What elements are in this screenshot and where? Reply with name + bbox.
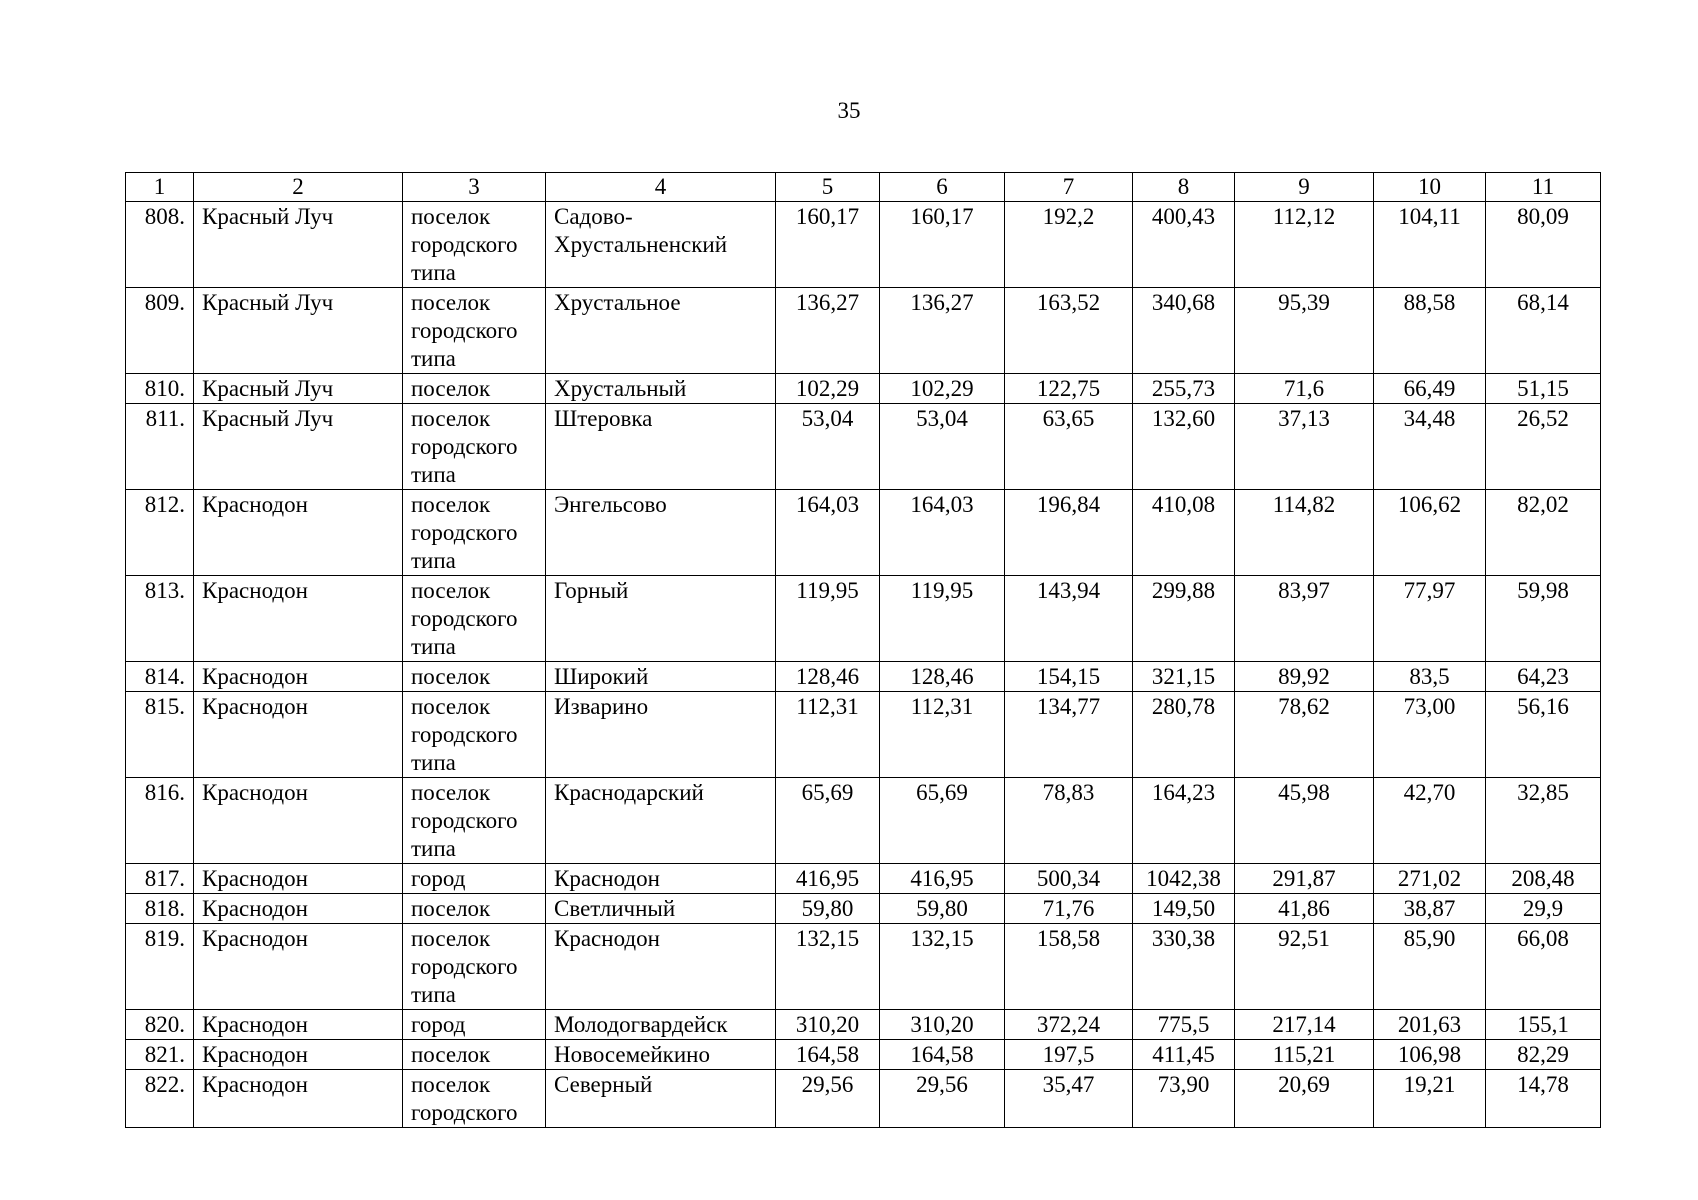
value-col-5-cell: 112,31 (776, 692, 880, 778)
row-number-cell: 820. (126, 1010, 194, 1040)
value-col-9-cell: 45,98 (1235, 778, 1374, 864)
district-cell: Красный Луч (194, 404, 403, 490)
locality-cell: Садово- Хрустальненский (546, 202, 776, 288)
value-col-7-cell: 158,58 (1005, 924, 1133, 1010)
value-col-7-cell: 192,2 (1005, 202, 1133, 288)
settlement-type-cell: поселок городского типа (403, 924, 546, 1010)
value-col-8-cell: 149,50 (1133, 894, 1235, 924)
table-row (126, 894, 1601, 924)
value-col-10-cell: 38,87 (1374, 894, 1486, 924)
table-row (126, 288, 1601, 374)
value-col-11-cell: 56,16 (1486, 692, 1601, 778)
row-number-cell: 810. (126, 374, 194, 404)
value-col-7-cell: 63,65 (1005, 404, 1133, 490)
value-col-6-cell: 102,29 (880, 374, 1005, 404)
locality-cell: Светличный (546, 894, 776, 924)
row-number-cell: 808. (126, 202, 194, 288)
locality-cell: Новосемейкино (546, 1040, 776, 1070)
value-col-8-cell: 1042,38 (1133, 864, 1235, 894)
settlement-type-cell: поселок (403, 1040, 546, 1070)
table-row (126, 1010, 1601, 1040)
value-col-11-cell: 82,02 (1486, 490, 1601, 576)
value-col-5-cell: 416,95 (776, 864, 880, 894)
value-col-11-cell: 14,78 (1486, 1070, 1601, 1128)
locality-cell: Краснодон (546, 924, 776, 1010)
value-col-6-cell: 53,04 (880, 404, 1005, 490)
value-col-9-cell: 83,97 (1235, 576, 1374, 662)
value-col-7-cell: 71,76 (1005, 894, 1133, 924)
value-col-8-cell: 411,45 (1133, 1040, 1235, 1070)
value-col-8-cell: 775,5 (1133, 1010, 1235, 1040)
value-col-9-cell: 112,12 (1235, 202, 1374, 288)
value-col-9-cell: 114,82 (1235, 490, 1374, 576)
settlement-type-cell: поселок городского типа (403, 404, 546, 490)
locality-cell: Изварино (546, 692, 776, 778)
column-header: 8 (1133, 173, 1235, 202)
row-number-cell: 813. (126, 576, 194, 662)
column-header: 10 (1374, 173, 1486, 202)
value-col-6-cell: 416,95 (880, 864, 1005, 894)
value-col-10-cell: 42,70 (1374, 778, 1486, 864)
value-col-11-cell: 155,1 (1486, 1010, 1601, 1040)
value-col-6-cell: 136,27 (880, 288, 1005, 374)
value-col-6-cell: 119,95 (880, 576, 1005, 662)
district-cell: Красный Луч (194, 202, 403, 288)
column-header: 9 (1235, 173, 1374, 202)
value-col-11-cell: 32,85 (1486, 778, 1601, 864)
district-cell: Краснодон (194, 576, 403, 662)
settlement-type-cell: город (403, 864, 546, 894)
value-col-9-cell: 217,14 (1235, 1010, 1374, 1040)
value-col-6-cell: 164,03 (880, 490, 1005, 576)
value-col-5-cell: 164,03 (776, 490, 880, 576)
value-col-9-cell: 115,21 (1235, 1040, 1374, 1070)
value-col-10-cell: 85,90 (1374, 924, 1486, 1010)
district-cell: Красный Луч (194, 288, 403, 374)
value-col-7-cell: 35,47 (1005, 1070, 1133, 1128)
row-number-cell: 818. (126, 894, 194, 924)
value-col-11-cell: 82,29 (1486, 1040, 1601, 1070)
table-row (126, 404, 1601, 490)
value-col-11-cell: 80,09 (1486, 202, 1601, 288)
value-col-9-cell: 78,62 (1235, 692, 1374, 778)
row-number-cell: 819. (126, 924, 194, 1010)
column-header: 2 (194, 173, 403, 202)
value-col-6-cell: 65,69 (880, 778, 1005, 864)
value-col-6-cell: 132,15 (880, 924, 1005, 1010)
locality-cell: Энгельсово (546, 490, 776, 576)
locality-cell: Хрустальный (546, 374, 776, 404)
value-col-8-cell: 299,88 (1133, 576, 1235, 662)
value-col-11-cell: 64,23 (1486, 662, 1601, 692)
settlement-type-cell: поселок городского типа (403, 490, 546, 576)
value-col-10-cell: 88,58 (1374, 288, 1486, 374)
settlement-type-cell: поселок городского типа (403, 692, 546, 778)
column-header: 7 (1005, 173, 1133, 202)
value-col-9-cell: 92,51 (1235, 924, 1374, 1010)
value-col-11-cell: 51,15 (1486, 374, 1601, 404)
row-number-cell: 815. (126, 692, 194, 778)
value-col-7-cell: 154,15 (1005, 662, 1133, 692)
value-col-10-cell: 34,48 (1374, 404, 1486, 490)
value-col-10-cell: 77,97 (1374, 576, 1486, 662)
table-row (126, 864, 1601, 894)
value-col-9-cell: 41,86 (1235, 894, 1374, 924)
value-col-11-cell: 66,08 (1486, 924, 1601, 1010)
value-col-8-cell: 321,15 (1133, 662, 1235, 692)
page-number: 35 (837, 98, 861, 123)
row-number-cell: 814. (126, 662, 194, 692)
value-col-8-cell: 340,68 (1133, 288, 1235, 374)
district-cell: Красный Луч (194, 374, 403, 404)
value-col-5-cell: 53,04 (776, 404, 880, 490)
column-header: 3 (403, 173, 546, 202)
value-col-7-cell: 500,34 (1005, 864, 1133, 894)
value-col-10-cell: 106,62 (1374, 490, 1486, 576)
value-col-6-cell: 112,31 (880, 692, 1005, 778)
value-col-10-cell: 66,49 (1374, 374, 1486, 404)
value-col-5-cell: 136,27 (776, 288, 880, 374)
value-col-8-cell: 330,38 (1133, 924, 1235, 1010)
column-header: 6 (880, 173, 1005, 202)
header-row (126, 173, 1601, 202)
value-col-9-cell: 20,69 (1235, 1070, 1374, 1128)
row-number-cell: 809. (126, 288, 194, 374)
row-number-cell: 812. (126, 490, 194, 576)
settlement-type-cell: поселок городского типа (403, 576, 546, 662)
value-col-5-cell: 128,46 (776, 662, 880, 692)
table-body (126, 202, 1601, 1128)
value-col-5-cell: 310,20 (776, 1010, 880, 1040)
value-col-5-cell: 160,17 (776, 202, 880, 288)
value-col-7-cell: 372,24 (1005, 1010, 1133, 1040)
value-col-10-cell: 73,00 (1374, 692, 1486, 778)
district-cell: Краснодон (194, 1010, 403, 1040)
row-number-cell: 811. (126, 404, 194, 490)
value-col-10-cell: 106,98 (1374, 1040, 1486, 1070)
table-row (126, 1070, 1601, 1128)
value-col-7-cell: 134,77 (1005, 692, 1133, 778)
table-row (126, 576, 1601, 662)
value-col-5-cell: 164,58 (776, 1040, 880, 1070)
district-cell: Краснодон (194, 1040, 403, 1070)
locality-cell: Краснодарский (546, 778, 776, 864)
locality-cell: Молодогвардейск (546, 1010, 776, 1040)
table-row (126, 662, 1601, 692)
value-col-5-cell: 59,80 (776, 894, 880, 924)
value-col-8-cell: 132,60 (1133, 404, 1235, 490)
value-col-10-cell: 271,02 (1374, 864, 1486, 894)
table-row (126, 924, 1601, 1010)
value-col-9-cell: 71,6 (1235, 374, 1374, 404)
settlement-type-cell: поселок городского типа (403, 778, 546, 864)
row-number-cell: 822. (126, 1070, 194, 1128)
value-col-11-cell: 26,52 (1486, 404, 1601, 490)
table-row (126, 490, 1601, 576)
district-cell: Краснодон (194, 924, 403, 1010)
value-col-7-cell: 197,5 (1005, 1040, 1133, 1070)
value-col-9-cell: 89,92 (1235, 662, 1374, 692)
value-col-6-cell: 160,17 (880, 202, 1005, 288)
settlement-type-cell: поселок городского типа (403, 202, 546, 288)
value-col-7-cell: 78,83 (1005, 778, 1133, 864)
value-col-8-cell: 255,73 (1133, 374, 1235, 404)
value-col-9-cell: 291,87 (1235, 864, 1374, 894)
district-cell: Краснодон (194, 490, 403, 576)
value-col-7-cell: 163,52 (1005, 288, 1133, 374)
row-number-cell: 817. (126, 864, 194, 894)
district-cell: Краснодон (194, 894, 403, 924)
value-col-6-cell: 29,56 (880, 1070, 1005, 1128)
value-col-5-cell: 119,95 (776, 576, 880, 662)
value-col-11-cell: 59,98 (1486, 576, 1601, 662)
value-col-11-cell: 68,14 (1486, 288, 1601, 374)
row-number-cell: 821. (126, 1040, 194, 1070)
settlement-type-cell: город (403, 1010, 546, 1040)
value-col-8-cell: 410,08 (1133, 490, 1235, 576)
locality-cell: Широкий (546, 662, 776, 692)
locality-cell: Краснодон (546, 864, 776, 894)
table-row (126, 692, 1601, 778)
settlement-type-cell: поселок городского типа (403, 288, 546, 374)
district-cell: Краснодон (194, 692, 403, 778)
district-cell: Краснодон (194, 1070, 403, 1128)
value-col-11-cell: 208,48 (1486, 864, 1601, 894)
column-header: 4 (546, 173, 776, 202)
value-col-5-cell: 65,69 (776, 778, 880, 864)
value-col-6-cell: 128,46 (880, 662, 1005, 692)
locality-cell: Хрустальное (546, 288, 776, 374)
value-col-5-cell: 102,29 (776, 374, 880, 404)
value-col-8-cell: 164,23 (1133, 778, 1235, 864)
value-col-7-cell: 196,84 (1005, 490, 1133, 576)
value-col-11-cell: 29,9 (1486, 894, 1601, 924)
table-row (126, 778, 1601, 864)
value-col-5-cell: 29,56 (776, 1070, 880, 1128)
row-number-cell: 816. (126, 778, 194, 864)
value-col-9-cell: 95,39 (1235, 288, 1374, 374)
column-header: 11 (1486, 173, 1601, 202)
value-col-10-cell: 201,63 (1374, 1010, 1486, 1040)
column-header: 1 (126, 173, 194, 202)
value-col-7-cell: 143,94 (1005, 576, 1133, 662)
value-col-8-cell: 73,90 (1133, 1070, 1235, 1128)
settlement-type-cell: поселок (403, 374, 546, 404)
column-header: 5 (776, 173, 880, 202)
table-row (126, 1040, 1601, 1070)
value-col-7-cell: 122,75 (1005, 374, 1133, 404)
value-col-10-cell: 83,5 (1374, 662, 1486, 692)
value-col-6-cell: 59,80 (880, 894, 1005, 924)
value-col-9-cell: 37,13 (1235, 404, 1374, 490)
locality-cell: Северный (546, 1070, 776, 1128)
value-col-10-cell: 104,11 (1374, 202, 1486, 288)
district-cell: Краснодон (194, 864, 403, 894)
district-cell: Краснодон (194, 662, 403, 692)
value-col-6-cell: 310,20 (880, 1010, 1005, 1040)
settlement-type-cell: поселок (403, 894, 546, 924)
settlement-type-cell: поселок городского (403, 1070, 546, 1128)
value-col-6-cell: 164,58 (880, 1040, 1005, 1070)
locality-cell: Горный (546, 576, 776, 662)
table-row (126, 202, 1601, 288)
value-col-5-cell: 132,15 (776, 924, 880, 1010)
value-col-10-cell: 19,21 (1374, 1070, 1486, 1128)
district-cell: Краснодон (194, 778, 403, 864)
data-table (125, 172, 1601, 1128)
table-row (126, 374, 1601, 404)
locality-cell: Штеровка (546, 404, 776, 490)
value-col-8-cell: 400,43 (1133, 202, 1235, 288)
settlement-type-cell: поселок (403, 662, 546, 692)
value-col-8-cell: 280,78 (1133, 692, 1235, 778)
